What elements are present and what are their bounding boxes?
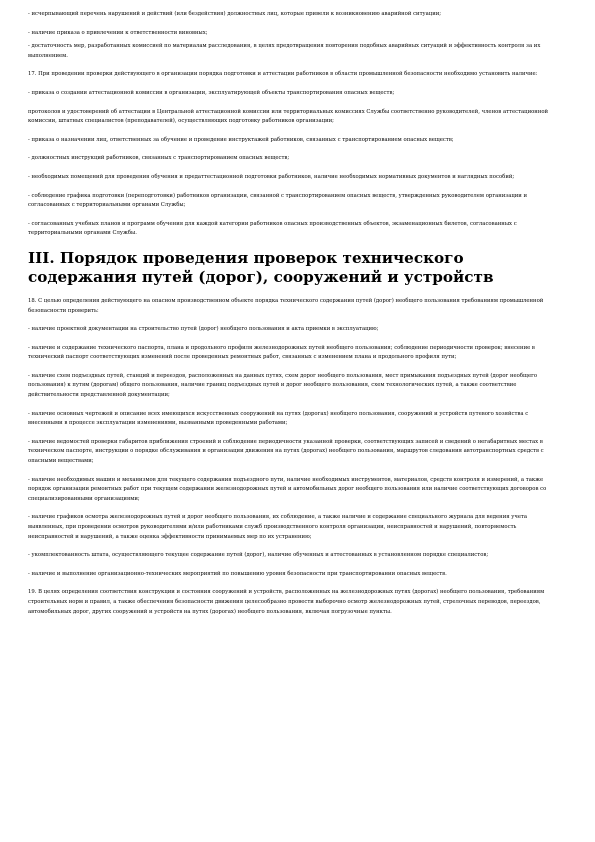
paragraph: протоколов и удостоверений об аттестации в Центральной аттестационной комиссии или территориальных комиссиях Службы соответственно руководителей, членов аттестационной комиссии, штатных специалистов (преподавателей), осуществляющих подготовку работников организации;: [28, 108, 549, 125]
paragraph: - наличие и содержание технического паспорта, плана и продольного профиля железнодорожных путей необщего пользования; соблюдение периодичности проверок; внесение в технический паспорт соответствующих изменений после проведенных ремонтных работ, связанных с изменением плана и продольного профиля пути;: [28, 344, 535, 361]
paragraph: - исчерпывающий перечень нарушений и действий (или бездействия) должностных лиц, которые привели к возникновению аварийной ситуации;: [28, 11, 442, 17]
paragraph: - согласованных учебных планов и программ обучения для каждой категории работников опасных производственных объектов, экзаменационных билетов, согласованных с территориальными органами Службы.: [28, 220, 517, 237]
paragraph: - наличие графиков осмотра железнодорожных путей и дорог необщего пользования, их соблюдение, а также наличие и содержание специального журнала для ведения учета выявленных, при проведении осмотров руководителями и/или работниками служб производственного контроля организации, неисправностей и нарушений, повторяемость неисправностей и нарушений, а также оценка эффективности принимаемых мер по их устранению;: [28, 514, 528, 540]
paragraph: - укомплектованность штата, осуществляющего текущее содержание путей (дорог), наличие обученных и аттестованных в установленном порядке специалистов;: [28, 552, 489, 559]
paragraph: - наличие схем подъездных путей, станций и переездов, расположенных на данных путях, схем дорог необщего пользования, мест примыкания подъездных путей (дорог необщего пользования) к путям (дорогам) общего пользования, наличие границ подъездных путей и дорог необщего пользования, схем технологических путей, а также соответствие действительности представленной документации;: [28, 372, 538, 399]
paragraph: 17. При проведении проверки действующего в организации порядка подготовки и аттестации работников в области промышленной безопасности необходимо установить наличие:: [28, 71, 538, 78]
paragraph: - достаточность мер, разработанных комиссией по материалам расследования, в целях предотвращения повторения подобных аварийных ситуаций и эффективность контроля за их выполнением.: [28, 43, 541, 59]
paragraph: - приказа о назначении лиц, ответственных за обучение и проведение инструктажей работников, связанных с транспортированием опасных веществ;: [28, 136, 454, 143]
paragraph: - наличие ведомостей проверки габаритов приближения строений и соблюдение периодичности указанной проверки, соответствующих записей и сведений о негабаритных местах в техническом паспорте, инструкции о порядке обслуживания и организации движения на путях (дорогах) необщего пользования, маршрутов следования автотранспортных средств с опасными веществами;: [28, 438, 544, 465]
paragraph: - наличие основных чертежей и описание всех имеющихся искусственных сооружений на путях (дорогах) необщего пользования, сооружений и устройств путевого хозяйства с внесенными в процессе эксплуатации изменениями, вызванными проведенными работами;: [28, 410, 529, 427]
section-heading: III. Порядок проведения проверок технического содержания путей (дорог), сооружений и устройств: [28, 248, 494, 286]
paragraph: - необходимых помещений для проведения обучения и предаттестационной подготовки работников, наличие необходимых нормативных документов и наглядных пособий;: [28, 173, 515, 180]
paragraph: - приказа о создании аттестационной комиссии в организации, эксплуатирующей объекты транспортирования опасных веществ;: [28, 89, 395, 96]
paragraph: - наличие необходимых машин и механизмов для текущего содержания подъездного пути, наличие необходимых инструментов, материалов, средств контроля и измерений, а также порядок организации ремонтных работ при текущем содержании железнодорожных путей и автомобильных дорог необщего пользования или наличие соответствующих договоров со специализированными организациями;: [28, 476, 547, 502]
paragraph: 18. С целью определения действующего на опасном производственном объекте порядка технического содержания путей (дорог) необщего пользования требованиям промышленной безопасности проверить:: [28, 297, 544, 314]
paragraph: - наличие и выполнение организационно-технических мероприятий по повышению уровня безопасности при транспортировании опасных веществ.: [28, 570, 447, 577]
paragraph: - наличие приказа о привлечении к ответственности виновных;: [28, 29, 208, 36]
paragraph: - соблюдение графика подготовки (переподготовки) работников организации, связанной с транспортированием опасных веществ, утвержденных руководителем организации и согласованных с территориальными органами Службы;: [28, 192, 528, 209]
paragraph: - наличие проектной документации на строительство путей (дорог) необщего пользования и акта приемки в эксплуатацию;: [28, 326, 379, 333]
paragraph: 19. В целях определения соответствия конструкции и состояния сооружений и устройств, расположенных на железнодорожных путях (дорогах) необщего пользования, требованиям строительных норм и правил, а также обеспечения безопасности движения целесообразно провести выборочно осмотр железнодорожных путей, стрелочных переводов, переездов, автомобильных дорог, других сооружений и устройств на путях (дорогах) необщего пользования, включая погрузочные пункты.: [28, 589, 545, 615]
block1: [28, 10, 553, 239]
paragraph: - должностных инструкций работников, связанных с транспортированием опасных веществ;: [28, 155, 290, 162]
block2: [28, 297, 553, 617]
